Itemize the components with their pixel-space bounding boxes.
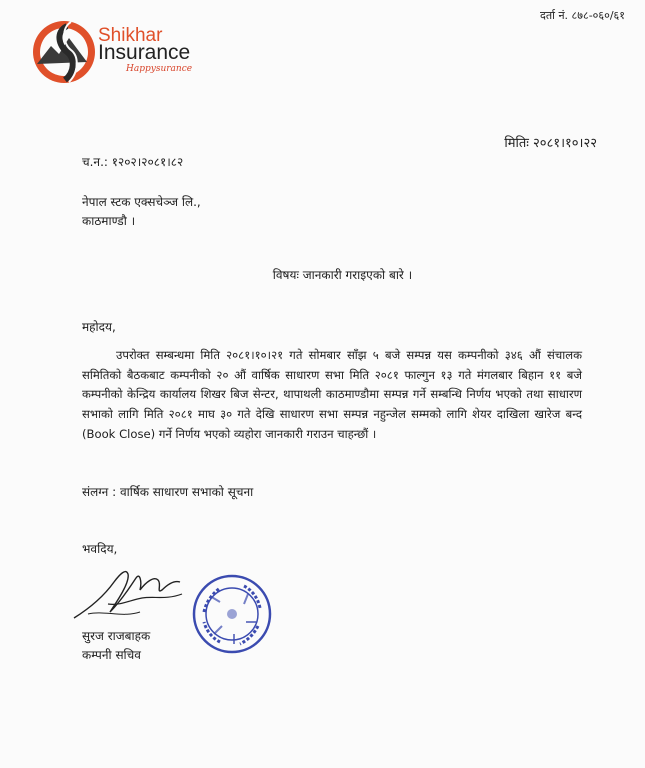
recipient-line: काठमाण्डौ । [82,214,136,228]
brand-name-line-2: Insurance [98,41,191,64]
signature [70,560,200,630]
attachment-note: संलग्न : वार्षिक साधारण सभाको सूचना [82,485,254,499]
signer-name: सुरज राजबाहक [82,629,151,643]
brand-tagline: Happysurance [126,64,193,74]
recipient-address [82,193,201,231]
logo-text [98,26,192,74]
letter-date: मितिः २०८१।१०।२२ [504,136,597,151]
closing: भवदिय, [82,542,118,556]
reference-number: च.न.: १२०२।२०८१।८२ [82,155,184,169]
signer-block [82,627,150,665]
letter-subject: विषयः जानकारी गराइएको बारे । [272,268,413,282]
logo-mountain-icon [31,16,101,88]
company-seal [190,572,274,656]
letter-body: उपरोक्त सम्बन्धमा मिति २०८१।१०।२१ गते सोमबार साँझ ५ बजे सम्पन्न यस कम्पनीको ३४६ औं संचालक समितिको बैठकबाट कम्पनीको २० औं वार्षिक साधारण सभा मिति २०८१ फाल्गुन १३ गते मंगलबार बिहान ११ बजे कम्पनीको केन्द्रिय कार्यालय शिखर बिज सेन्टर, थापाथली काठमाण्डौमा सम्पन्न गर्ने सम्बन्धि निर्णय भएको तथा साधारण सभाको लागि मिति २०८१ माघ ३० गते देखि साधारण सभा सम्पन्न नहुन्जेल सम्मको लागि शेयर दाखिला खारेज बन्द (Book Close) गर्ने निर्णय भएको व्यहोरा जानकारी गराउन चाहन्छौं । [82,348,582,441]
registration-number: दर्ता नं. ८७८-०६०/६१ [540,9,625,22]
signer-title: कम्पनी सचिव [82,648,141,662]
salutation: महोदय, [82,320,116,334]
company-logo [31,16,231,88]
brand-name-line-1: Shikhar [98,25,163,46]
recipient-line: नेपाल स्टक एक्सचेञ्ज लि., [82,195,201,209]
